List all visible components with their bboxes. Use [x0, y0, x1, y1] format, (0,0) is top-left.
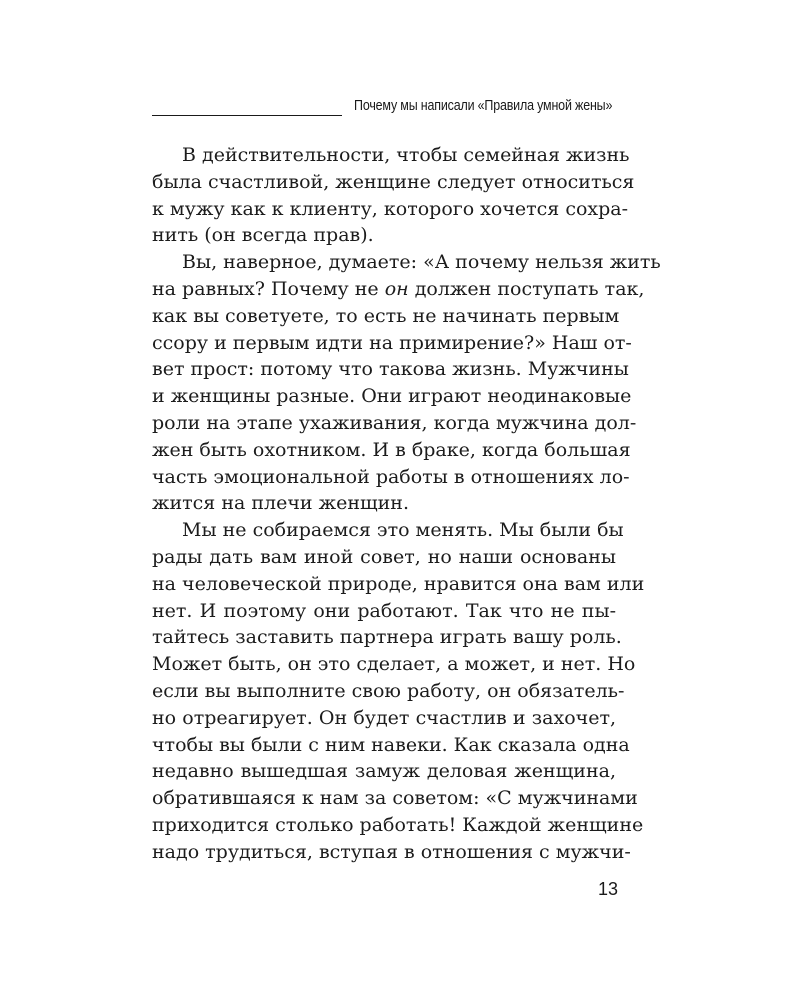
text-line: Мы не собираемся это менять. Мы были бы [182, 519, 624, 542]
text-line: чтобы вы были с ним навеки. Как сказала одна [152, 733, 630, 756]
text-line: была счастливой, женщине следует относиться [152, 170, 635, 193]
text-line: надо трудиться, вступая в отношения с мужчи- [152, 840, 631, 863]
text-line: на человеческой природе, нравится она вам или [152, 572, 645, 595]
text-line: часть эмоциональной работы в отношениях ло- [152, 465, 630, 488]
text-line: Вы, наверное, думаете: «А почему нельзя жить [182, 251, 661, 274]
body-text [152, 142, 661, 866]
running-head [152, 96, 612, 120]
text-line: нить (он всегда прав). [152, 224, 374, 247]
text-line: нет. И поэтому они работают. Так что не пы- [152, 599, 616, 622]
header-rule [152, 115, 342, 116]
text-line: жится на плечи женщин. [152, 492, 410, 515]
page-number: 13 [597, 879, 618, 899]
text-line: но отреагирует. Он будет счастлив и захочет, [152, 706, 616, 729]
text-line: тайтесь заставить партнера играть вашу роль. [152, 626, 622, 649]
emphasis-word: он [384, 277, 409, 300]
text-fragment: должен поступать так, [408, 277, 645, 300]
text-line: жен быть охотником. И в браке, когда большая [152, 438, 631, 461]
running-head-title: Почему мы написали «Правила умной жены» [353, 98, 612, 114]
text-line: как вы советуете, то есть не начинать первым [152, 304, 620, 327]
text-line: вет прост: потому что такова жизнь. Мужчины [152, 358, 629, 381]
text-line: Может быть, он это сделает, а может, и нет. Но [152, 653, 636, 676]
text-line: роли на этапе ухаживания, когда мужчина дол- [152, 411, 637, 434]
text-line: обратившаяся к нам за советом: «С мужчинами [152, 787, 638, 810]
text-line-with-emphasis [152, 276, 645, 303]
text-line: если вы выполните свою работу, он обязатель- [152, 679, 625, 702]
text-fragment: на равных? Почему не [152, 277, 385, 300]
text-line: ссору и первым идти на примирение?» Наш от- [152, 331, 632, 354]
text-line: к мужу как к клиенту, которого хочется сохра- [152, 197, 629, 220]
text-line: В действительности, чтобы семейная жизнь [182, 144, 630, 166]
text-line: рады дать вам иной совет, но наши основаны [152, 545, 616, 568]
text-line: и женщины разные. Они играют неодинаковые [152, 385, 632, 408]
text-line: недавно вышедшая замуж деловая женщина, [152, 760, 616, 783]
text-line: приходится столько работать! Каждой женщине [152, 813, 644, 836]
